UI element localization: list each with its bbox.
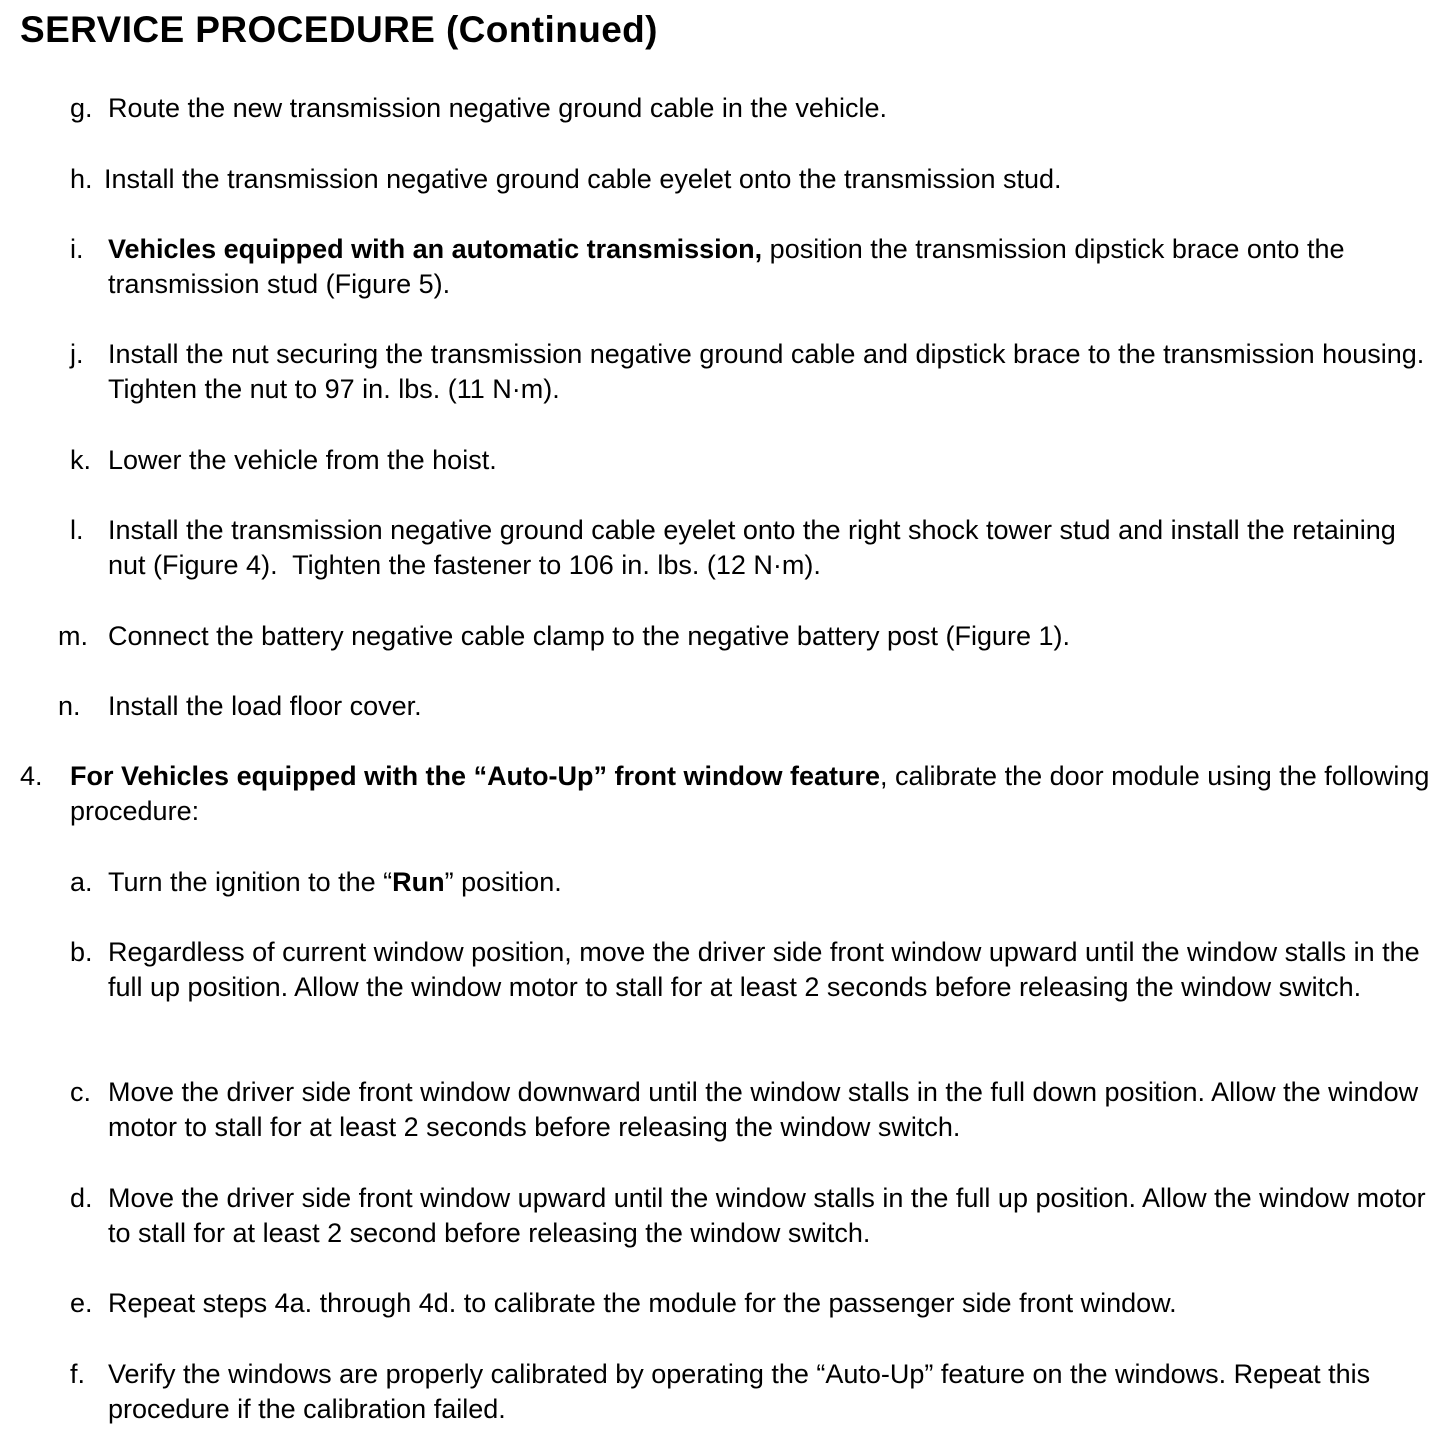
item-text-body: position the transmission dipstick brace onto the transmission stud (Figure 5). [108,234,1345,299]
list-item-text [108,232,1428,302]
list-marker: l. [70,515,84,545]
item-text-body: Install the transmission negative ground cable eyelet onto the transmission stud. [104,164,1062,194]
list-item [0,689,1456,725]
emphasis-text: Run [392,867,445,897]
list-item [0,337,1456,409]
list-item-text [108,1357,1428,1427]
item-text-body: Install the transmission negative ground cable eyelet onto the right shock tower stud and install the retaining nut (Figure 4). Tighten the fastener to 106 in. lbs. (12 N·m). [108,515,1404,580]
item-text-body: Install the nut securing the transmission negative ground cable and dipstick brace to the transmission housing. Tighten the nut to 97 in. lbs. (11 N·m). [108,339,1425,404]
list-marker: g. [70,93,93,123]
item-text-body: Regardless of current window position, move the driver side front window upward until the window stalls in the full up position. Allow the window motor to stall for at least 2 seconds before releasing the window switch. [108,937,1420,1002]
list-item [0,443,1456,479]
item-text-body: Lower the vehicle from the hoist. [108,445,497,475]
list-marker: i. [70,234,84,264]
emphasis-text: For Vehicles equipped with the “Auto-Up” front window feature [70,761,881,791]
list-item-text [108,1286,1428,1321]
list-marker: m. [58,621,88,651]
list-item [0,865,1456,901]
list-marker: c. [70,1077,92,1107]
list-marker: j. [70,339,84,369]
list-item [0,513,1456,585]
list-marker: f. [70,1359,86,1389]
item-text-body: ” position. [444,867,562,897]
step-text [70,759,1430,829]
list-marker: n. [58,691,81,721]
list-item [0,935,1456,1043]
list-marker: h. [70,164,93,194]
step-text-body: , calibrate the door module using the following procedure: [70,761,1430,826]
list-item-text [108,513,1428,583]
list-marker: d. [70,1183,93,1213]
list-item [0,1181,1456,1253]
list-item-text [108,865,1428,900]
list-item [0,1286,1456,1322]
list-item-text [108,443,1428,478]
item-text-body: Install the load floor cover. [108,691,422,721]
step-item [0,759,1456,831]
item-text-body: Move the driver side front window downward until the window stalls in the full down position. Allow the window motor to stall for at least 2 seconds before releasing the window switch. [108,1077,1419,1142]
list-item-text [108,1075,1428,1145]
list-item-text [108,337,1428,407]
list-item [0,1075,1456,1147]
list-item [0,162,1456,198]
list-item-text [108,935,1428,1005]
list-item-text [104,162,1424,197]
list-marker: e. [70,1288,93,1318]
list-item [0,619,1456,655]
step-marker: 4. [20,761,43,791]
item-text-body: Turn the ignition to the “ [108,867,393,897]
list-marker: a. [70,867,93,897]
list-item-text [108,1181,1428,1251]
list-marker: b. [70,937,93,967]
list-item [0,91,1456,127]
list-item-text [108,689,1428,724]
list-item-text [108,91,1428,126]
list-item [0,232,1456,304]
item-text-body: Verify the windows are properly calibrated by operating the “Auto-Up” feature on the windows. Repeat this procedure if the calibration failed. [108,1359,1371,1424]
item-text-body: Repeat steps 4a. through 4d. to calibrate the module for the passenger side front window. [108,1288,1177,1318]
item-text-body: Move the driver side front window upward until the window stalls in the full up position. Allow the window motor to stall for at least 2 second before releasing the window switch. [108,1183,1426,1248]
page-title: SERVICE PROCEDURE (Continued) [20,9,658,50]
item-text-body: Route the new transmission negative ground cable in the vehicle. [108,93,887,123]
list-marker: k. [70,445,92,475]
item-text-body: Connect the battery negative cable clamp to the negative battery post (Figure 1). [108,621,1071,651]
emphasis-text: Vehicles equipped with an automatic transmission, [108,234,763,264]
list-item [0,1357,1456,1429]
list-item-text [108,619,1428,654]
